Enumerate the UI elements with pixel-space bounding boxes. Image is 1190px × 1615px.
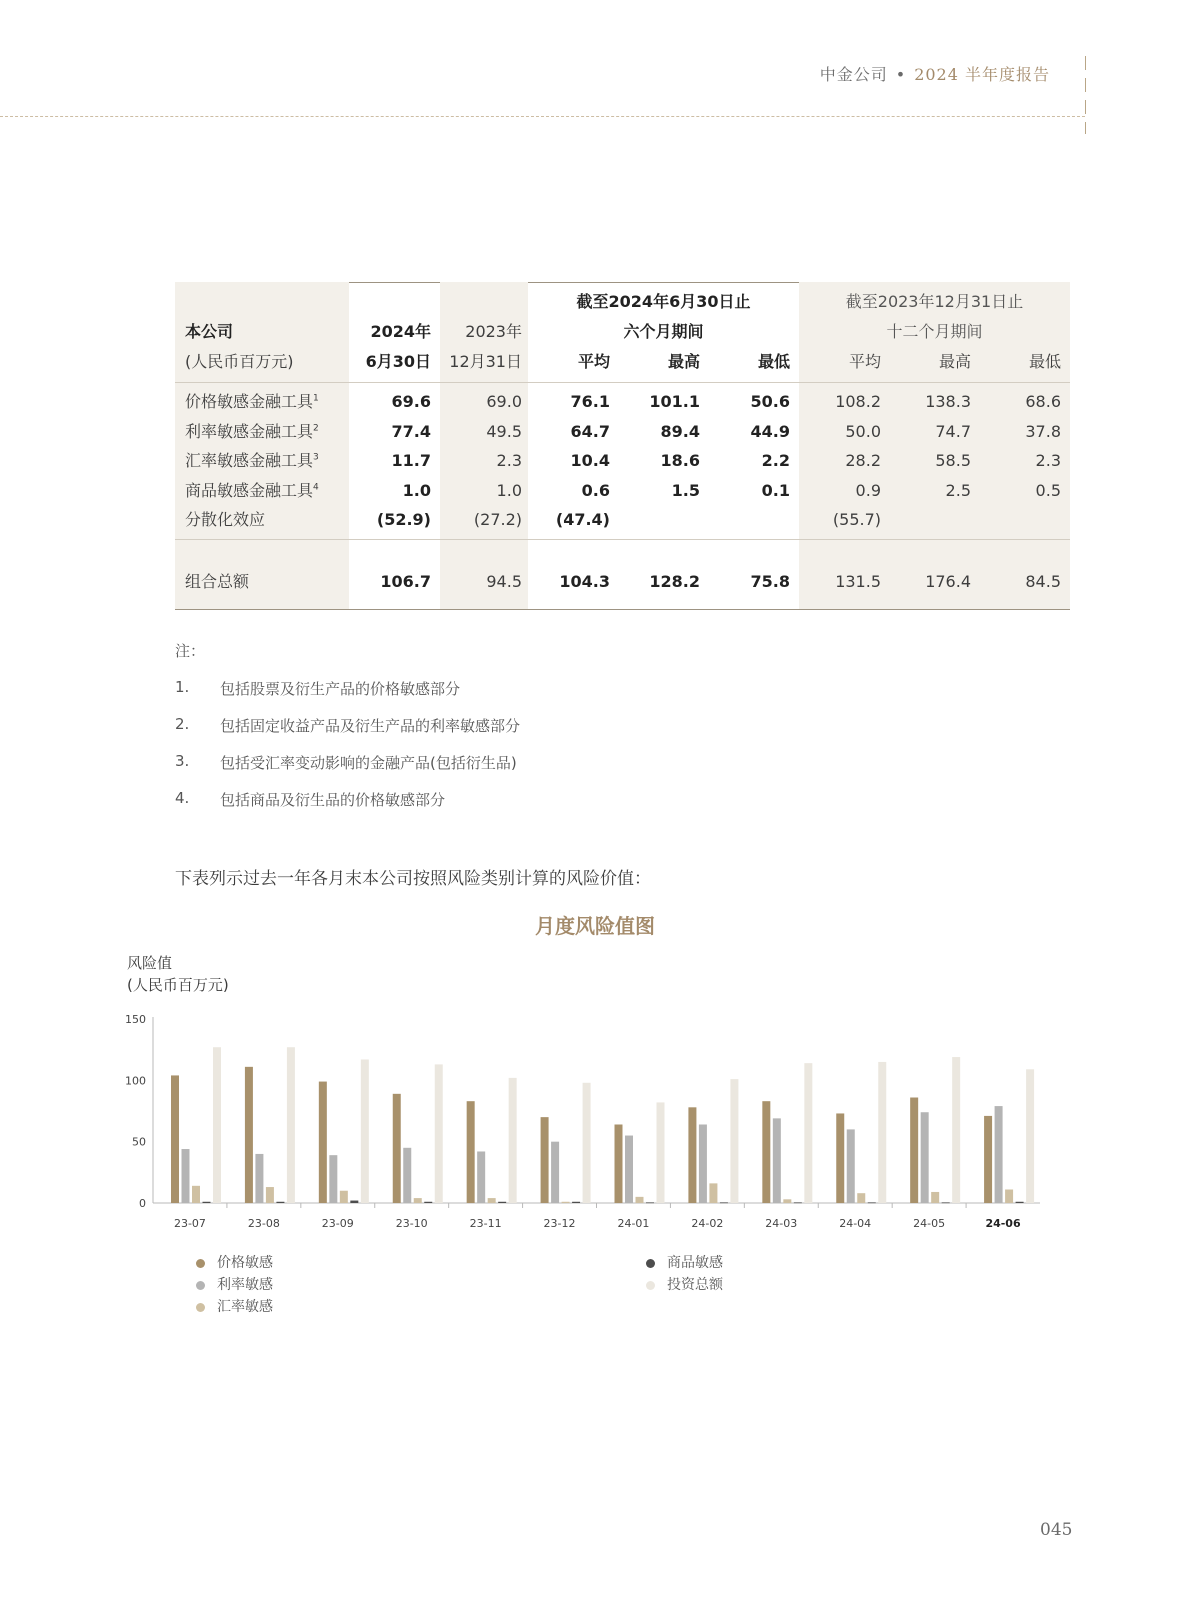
bar-商品敏感-23-11 bbox=[498, 1202, 506, 1203]
row-value: 50.0 bbox=[845, 421, 881, 441]
sub-avg-2023: 平均 bbox=[848, 352, 881, 371]
row-note-ref: 2 bbox=[313, 423, 319, 434]
y-tick-label: 0 bbox=[139, 1197, 146, 1210]
row-value: 2.3 bbox=[1035, 451, 1061, 470]
page-number: 045 bbox=[1040, 1520, 1073, 1540]
notes-heading: 注： bbox=[175, 642, 206, 660]
sub-min-2023: 最低 bbox=[1028, 352, 1061, 371]
row-value: 44.9 bbox=[750, 421, 790, 441]
row-value: (52.9) bbox=[376, 510, 431, 529]
row-value: 28.2 bbox=[845, 451, 881, 470]
bar-价格敏感-24-02 bbox=[688, 1107, 696, 1203]
total-value: 94.5 bbox=[486, 572, 522, 591]
bar-价格敏感-24-03 bbox=[762, 1101, 770, 1203]
row-value: 2.2 bbox=[761, 451, 790, 470]
x-tick-label: 23-11 bbox=[469, 1217, 502, 1230]
bar-商品敏感-24-04 bbox=[868, 1202, 876, 1203]
bar-价格敏感-24-05 bbox=[910, 1098, 918, 1203]
row-value: 68.6 bbox=[1025, 392, 1061, 411]
row-value: 74.7 bbox=[935, 421, 971, 441]
row-label-text: 价格敏感金融工具 bbox=[185, 392, 314, 411]
y-tick-label: 150 bbox=[125, 1013, 146, 1026]
bar-价格敏感-23-10 bbox=[393, 1094, 401, 1203]
row-value: (27.2) bbox=[473, 510, 522, 529]
bar-价格敏感-24-04 bbox=[836, 1113, 844, 1203]
bar-汇率敏感-24-05 bbox=[931, 1192, 939, 1203]
row-value: 138.3 bbox=[925, 392, 971, 411]
legend-item bbox=[646, 1274, 723, 1294]
sub-max-2024: 最高 bbox=[667, 352, 700, 371]
bar-商品敏感-23-08 bbox=[276, 1202, 284, 1203]
bar-价格敏感-23-09 bbox=[319, 1082, 327, 1203]
col-2023-year: 2023年 bbox=[465, 322, 522, 341]
bar-利率敏感-23-09 bbox=[329, 1155, 337, 1203]
legend-swatch bbox=[196, 1303, 205, 1312]
x-tick-label: 24-05 bbox=[913, 1217, 946, 1230]
bar-汇率敏感-24-06 bbox=[1005, 1190, 1013, 1203]
bar-投资总额-23-07 bbox=[213, 1047, 221, 1203]
legend-swatch bbox=[196, 1259, 205, 1268]
note-number: 3. bbox=[175, 752, 190, 770]
row-value: 49.5 bbox=[486, 421, 522, 441]
bar-利率敏感-24-02 bbox=[699, 1124, 707, 1203]
bar-投资总额-23-08 bbox=[287, 1047, 295, 1203]
bar-商品敏感-23-07 bbox=[203, 1202, 211, 1203]
entity-label: 本公司 bbox=[185, 322, 234, 341]
bar-汇率敏感-23-07 bbox=[192, 1186, 200, 1203]
bar-投资总额-24-06 bbox=[1026, 1069, 1034, 1203]
x-tick-label: 23-12 bbox=[543, 1217, 576, 1230]
row-label-text: 商品敏感金融工具 bbox=[185, 480, 314, 500]
note-text: 包括股票及衍生产品的价格敏感部分 bbox=[220, 680, 461, 698]
row-value: 0.9 bbox=[855, 480, 881, 500]
bar-投资总额-24-04 bbox=[878, 1062, 886, 1203]
total-value: 128.2 bbox=[649, 572, 700, 591]
row-value: 2.3 bbox=[496, 451, 522, 470]
bar-投资总额-24-03 bbox=[804, 1063, 812, 1203]
row-label: 分散化效应 bbox=[185, 510, 266, 529]
bar-汇率敏感-23-08 bbox=[266, 1187, 274, 1203]
row-value: 2.5 bbox=[945, 480, 971, 500]
x-tick-label: 24-02 bbox=[691, 1217, 724, 1230]
legend-swatch bbox=[646, 1259, 655, 1268]
sub-avg-2024: 平均 bbox=[577, 352, 610, 371]
row-value: 1.5 bbox=[671, 480, 700, 500]
row-value: 64.7 bbox=[570, 421, 610, 441]
sub-min-2024: 最低 bbox=[757, 352, 790, 371]
note-text: 包括商品及衍生品的价格敏感部分 bbox=[220, 791, 446, 809]
group-2023-heading: 截至2023年12月31日止 bbox=[845, 292, 1024, 311]
company-name: 中金公司 bbox=[819, 65, 888, 84]
row-value: 37.8 bbox=[1025, 421, 1061, 441]
x-tick-label: 24-03 bbox=[765, 1217, 798, 1230]
bar-商品敏感-24-01 bbox=[646, 1202, 654, 1203]
row-label-text: 汇率敏感金融工具 bbox=[185, 451, 314, 470]
row-note-ref: 1 bbox=[313, 393, 319, 404]
row-value: 1.0 bbox=[402, 480, 431, 500]
total-value: 84.5 bbox=[1025, 572, 1061, 591]
legend-item bbox=[196, 1252, 273, 1272]
bar-价格敏感-23-08 bbox=[245, 1067, 253, 1203]
y-tick-label: 50 bbox=[132, 1135, 146, 1149]
col-2024-year: 2024年 bbox=[370, 322, 431, 341]
note-text: 包括受汇率变动影响的金融产品(包括衍生品) bbox=[220, 754, 517, 772]
x-tick-label: 23-10 bbox=[395, 1217, 428, 1230]
x-tick-label: 23-07 bbox=[173, 1217, 206, 1230]
note-text: 包括固定收益产品及衍生产品的利率敏感部分 bbox=[220, 717, 521, 735]
row-value: 69.6 bbox=[391, 392, 431, 411]
bar-利率敏感-24-01 bbox=[625, 1136, 633, 1203]
col-2023-date: 12月31日 bbox=[449, 352, 522, 371]
bar-汇率敏感-24-03 bbox=[783, 1199, 791, 1203]
bar-投资总额-23-09 bbox=[361, 1059, 369, 1203]
total-label: 组合总额 bbox=[185, 572, 250, 591]
row-value: 77.4 bbox=[391, 421, 431, 441]
col-2024-date: 6月30日 bbox=[365, 352, 431, 371]
legend-item bbox=[646, 1252, 723, 1272]
x-tick-label: 23-09 bbox=[321, 1217, 354, 1230]
group-2024-heading: 截至2024年6月30日止 bbox=[576, 292, 751, 311]
bar-利率敏感-24-06 bbox=[995, 1106, 1003, 1203]
bar-价格敏感-24-06 bbox=[984, 1116, 992, 1203]
total-value: 176.4 bbox=[925, 572, 971, 591]
note-number: 1. bbox=[175, 678, 190, 696]
row-value: 108.2 bbox=[835, 392, 881, 411]
note-number: 4. bbox=[175, 789, 190, 807]
total-value: 106.7 bbox=[380, 572, 431, 591]
group-2023-subheading: 十二个月期间 bbox=[886, 322, 983, 341]
legend-label: 汇率敏感 bbox=[217, 1299, 273, 1315]
y-axis-label-line2: (人民币百万元) bbox=[127, 976, 229, 994]
row-value: 18.6 bbox=[660, 451, 700, 470]
bar-价格敏感-23-12 bbox=[541, 1117, 549, 1203]
total-value: 104.3 bbox=[559, 572, 610, 591]
bar-投资总额-24-05 bbox=[952, 1057, 960, 1203]
bar-利率敏感-23-12 bbox=[551, 1142, 559, 1203]
row-label-text: 利率敏感金融工具 bbox=[185, 421, 314, 441]
x-tick-label: 23-08 bbox=[247, 1217, 280, 1230]
bar-商品敏感-24-02 bbox=[720, 1202, 728, 1203]
row-value: 76.1 bbox=[570, 392, 610, 411]
row-note-ref: 3 bbox=[313, 452, 319, 463]
bar-价格敏感-23-11 bbox=[467, 1101, 475, 1203]
bar-汇率敏感-24-02 bbox=[709, 1183, 717, 1203]
row-value: 101.1 bbox=[649, 392, 700, 411]
legend-label: 商品敏感 bbox=[667, 1255, 723, 1271]
bar-投资总额-24-02 bbox=[730, 1079, 738, 1203]
group-2024-subheading: 六个月期间 bbox=[623, 322, 704, 341]
bar-投资总额-23-10 bbox=[435, 1064, 443, 1203]
row-value: 0.5 bbox=[1035, 480, 1061, 500]
row-value: 0.1 bbox=[761, 480, 790, 500]
bar-投资总额-23-11 bbox=[509, 1078, 517, 1203]
bar-利率敏感-23-10 bbox=[403, 1148, 411, 1203]
bar-利率敏感-23-08 bbox=[255, 1154, 263, 1203]
bar-投资总额-24-01 bbox=[657, 1102, 665, 1203]
bar-商品敏感-23-12 bbox=[572, 1202, 580, 1203]
bar-汇率敏感-23-11 bbox=[488, 1198, 496, 1203]
row-value: 50.6 bbox=[750, 392, 790, 411]
chart-title: 月度风险值图 bbox=[535, 914, 655, 938]
row-value: (55.7) bbox=[832, 510, 881, 529]
bar-汇率敏感-24-04 bbox=[857, 1193, 865, 1203]
x-tick-label: 24-04 bbox=[839, 1217, 872, 1230]
bar-价格敏感-24-01 bbox=[615, 1124, 623, 1203]
legend-swatch bbox=[196, 1281, 205, 1290]
row-value: 10.4 bbox=[570, 451, 610, 470]
bar-商品敏感-23-10 bbox=[424, 1202, 432, 1203]
row-value: 11.7 bbox=[391, 451, 431, 470]
bar-利率敏感-24-04 bbox=[847, 1129, 855, 1203]
row-value: (47.4) bbox=[555, 510, 610, 529]
report-title: 2024 半年度报告 bbox=[914, 65, 1050, 84]
bar-利率敏感-24-05 bbox=[921, 1112, 929, 1203]
row-value: 0.6 bbox=[581, 480, 610, 500]
bar-商品敏感-24-03 bbox=[794, 1202, 802, 1203]
legend-label: 投资总额 bbox=[667, 1277, 723, 1293]
sub-max-2023: 最高 bbox=[938, 352, 971, 371]
bar-商品敏感-24-05 bbox=[942, 1202, 950, 1203]
bar-汇率敏感-24-01 bbox=[636, 1197, 644, 1203]
header-separator: • bbox=[895, 65, 907, 84]
row-note-ref: 4 bbox=[313, 482, 319, 493]
x-tick-label: 24-06 bbox=[985, 1217, 1021, 1230]
legend-item bbox=[196, 1274, 273, 1294]
legend-item bbox=[196, 1296, 273, 1316]
total-value: 131.5 bbox=[835, 572, 881, 591]
bar-利率敏感-24-03 bbox=[773, 1118, 781, 1203]
chart-intro-text: 下表列示过去一年各月末本公司按照风险类别计算的风险价值： bbox=[175, 869, 651, 889]
legend-label: 价格敏感 bbox=[217, 1255, 273, 1271]
bar-汇率敏感-23-10 bbox=[414, 1198, 422, 1203]
note-number: 2. bbox=[175, 715, 190, 733]
x-tick-label: 24-01 bbox=[617, 1217, 650, 1230]
total-value: 75.8 bbox=[750, 572, 790, 591]
bar-价格敏感-23-07 bbox=[171, 1075, 179, 1203]
bar-利率敏感-23-11 bbox=[477, 1151, 485, 1203]
bar-投资总额-23-12 bbox=[583, 1083, 591, 1203]
legend-swatch bbox=[646, 1281, 655, 1290]
row-value: 69.0 bbox=[486, 392, 522, 411]
row-value: 89.4 bbox=[660, 421, 700, 441]
row-value: 58.5 bbox=[935, 451, 971, 470]
bar-商品敏感-24-06 bbox=[1016, 1202, 1024, 1203]
bar-利率敏感-23-07 bbox=[182, 1149, 190, 1203]
y-axis-label-line1: 风险值 bbox=[127, 954, 173, 972]
legend-label: 利率敏感 bbox=[217, 1277, 273, 1293]
bar-商品敏感-23-09 bbox=[350, 1201, 358, 1203]
unit-label: (人民币百万元) bbox=[185, 352, 294, 371]
y-tick-label: 100 bbox=[125, 1074, 146, 1088]
bar-汇率敏感-23-12 bbox=[562, 1202, 570, 1203]
row-value: 1.0 bbox=[496, 480, 522, 500]
bar-汇率敏感-23-09 bbox=[340, 1191, 348, 1203]
